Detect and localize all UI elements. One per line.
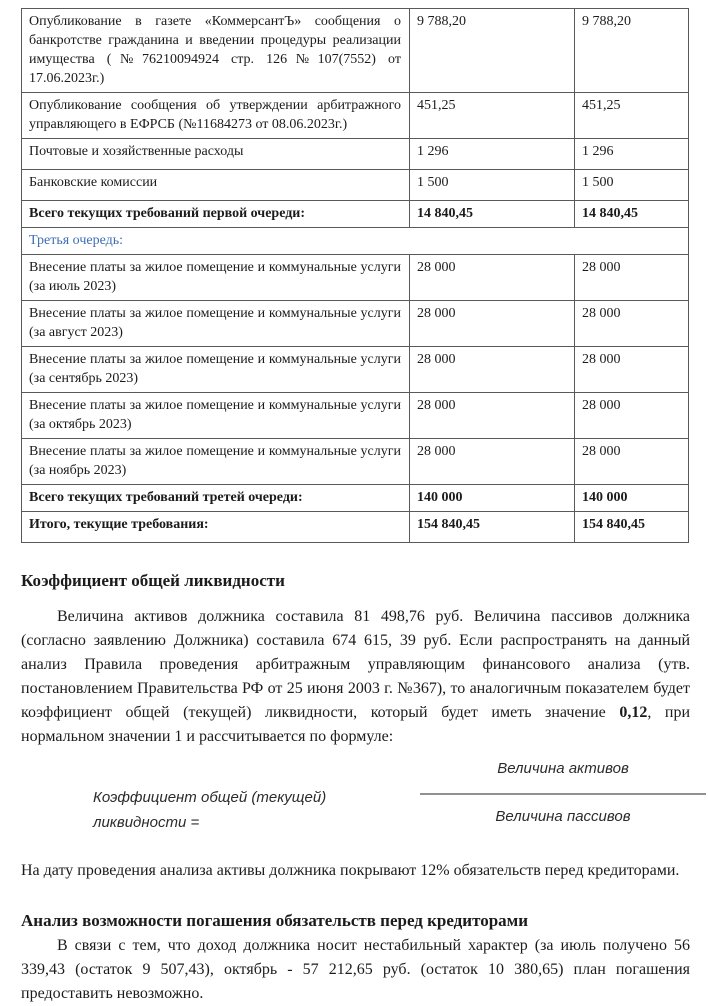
table-row-housing-november [22,439,689,485]
current-claims-table [21,8,689,543]
amount-cell: 28 000 [575,393,689,439]
table-body [22,9,689,543]
amount-cell: 14 840,45 [575,201,689,228]
formula-numerator: Величина активов [497,760,629,777]
amount-cell: 28 000 [410,439,575,485]
table-row-housing-october [22,393,689,439]
amount-cell: 14 840,45 [410,201,575,228]
amount-cell: 140 000 [575,485,689,512]
amount-cell: 1 296 [410,139,575,170]
expense-description: Почтовые и хозяйственные расходы [22,139,410,170]
liquidity-paragraph [21,605,690,749]
expense-description: Опубликование в газете «КоммерсантЪ» сообщения о банкротстве гражданина и введении процедуры реализации имущества (№76210094924 стр. 126№107(7552) от 17.06.2023г.) [22,9,410,93]
amount-cell: 28 000 [410,255,575,301]
amount-cell: 28 000 [410,301,575,347]
section-label: Третья очередь: [22,228,689,255]
table-row-total-first-priority [22,201,689,228]
table-row-postal-expenses [22,139,689,170]
table-row-efrsb-publication [22,93,689,139]
amount-cell: 28 000 [575,255,689,301]
liquidity-paragraph-text-after: , при нормальном значении 1 и рассчитывается по формуле: [21,704,691,745]
expense-description: Внесение платы за жилое помещение и коммунальные услуги (за октябрь 2023) [22,393,410,439]
expense-description: Опубликование сообщения об утверждении арбитражного управляющего в ЕФРСБ (№11684273 от 08.06.2023г.) [22,93,410,139]
amount-cell: 1 296 [575,139,689,170]
section-heading-repayment: Анализ возможности погашения обязательств перед кредиторами [21,911,529,930]
expense-description: Банковские комиссии [22,170,410,201]
expense-description: Внесение платы за жилое помещение и коммунальные услуги (за ноябрь 2023) [22,439,410,485]
coverage-paragraph: На дату проведения анализа активы должника покрывают 12% обязательств перед кредиторами. [21,862,680,879]
table-row-housing-august [22,301,689,347]
amount-cell: 1 500 [575,170,689,201]
table-row-grand-total [22,512,689,543]
amount-cell: 140 000 [410,485,575,512]
liquidity-paragraph-text: Величина активов должника составила 81 498,76 руб. Величина пассивов должника (согласно заявлению Должника) составила 674 615, 39 руб. Если распространять на данный анализ Правила проведения арбитражным управляющим финансового анализа (утв. постановлением Правительства РФ от 25 июня 2003 г. №367), то аналогичным показателем будет коэффициент общей (текущей) ликвидности, который будет иметь значение [21,608,690,721]
table-row-housing-september [22,347,689,393]
amount-cell: 28 000 [410,347,575,393]
formula-label: Коэффициент общей (текущей) ликвидности = [93,789,327,831]
fraction-line [420,793,706,795]
expense-description: Внесение платы за жилое помещение и коммунальные услуги (за август 2023) [22,301,410,347]
total-label: Всего текущих требований первой очереди: [22,201,410,228]
liquidity-ratio-value: 0,12 [619,704,648,721]
table-row-third-priority-header [22,228,689,255]
expense-description: Внесение платы за жилое помещение и коммунальные услуги (за июль 2023) [22,255,410,301]
liquidity-formula [21,755,706,835]
amount-cell: 28 000 [575,347,689,393]
table-row-kommersant-publication [22,9,689,93]
amount-cell: 28 000 [575,301,689,347]
amount-cell: 28 000 [575,439,689,485]
amount-cell: 28 000 [410,393,575,439]
amount-cell: 451,25 [410,93,575,139]
amount-cell: 1 500 [410,170,575,201]
formula-fraction [420,759,706,827]
formula-denominator: Величина пассивов [495,808,631,825]
total-label: Всего текущих требований третей очереди: [22,485,410,512]
expense-description: Внесение платы за жилое помещение и коммунальные услуги (за сентябрь 2023) [22,347,410,393]
total-label: Итого, текущие требования: [22,512,410,543]
amount-cell: 154 840,45 [410,512,575,543]
table-row-bank-fees [22,170,689,201]
amount-cell: 451,25 [575,93,689,139]
section-heading-liquidity: Коэффициент общей ликвидности [21,571,285,590]
amount-cell: 9 788,20 [410,9,575,93]
amount-cell: 9 788,20 [575,9,689,93]
amount-cell: 154 840,45 [575,512,689,543]
repayment-paragraph: В связи с тем, что доход должника носит нестабильный характер (за июль получено 56 339,43 (остаток 9 507,43), октябрь - 57 212,65 руб. (остаток 10 380,65) план погашения предоставить невозможно. [21,937,690,1002]
table-row-total-third-priority [22,485,689,512]
table-row-housing-july [22,255,689,301]
